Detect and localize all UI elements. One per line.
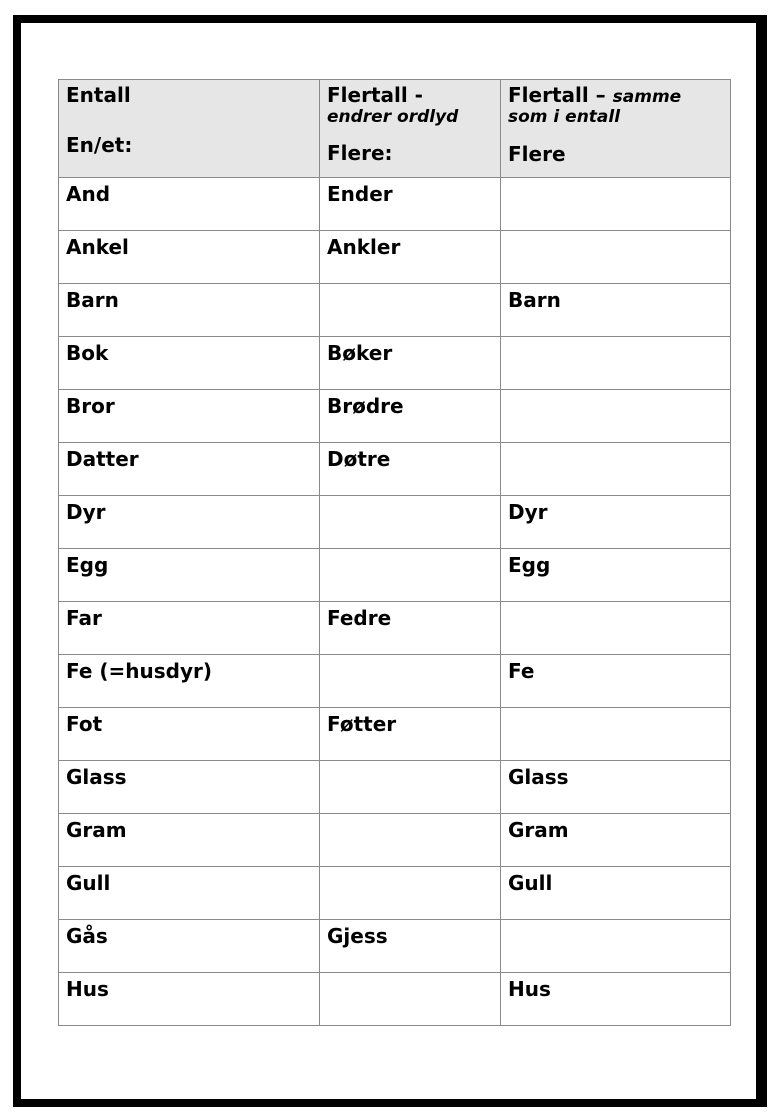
cell-plural-changed [320, 655, 501, 708]
header-changed-sub: Flere: [327, 141, 393, 166]
plural-table [58, 79, 731, 1026]
header-changed-note: endrer ordlyd [327, 107, 459, 127]
cell-plural-same [501, 708, 731, 761]
cell-plural-same: Dyr [501, 496, 731, 549]
table-row [59, 655, 731, 708]
cell-plural-changed [320, 761, 501, 814]
cell-singular: Ankel [59, 231, 320, 284]
table-row [59, 443, 731, 496]
cell-plural-changed: Døtre [320, 443, 501, 496]
cell-singular: Egg [59, 549, 320, 602]
cell-plural-changed: Brødre [320, 390, 501, 443]
cell-plural-same [501, 602, 731, 655]
table-row [59, 549, 731, 602]
cell-plural-same: Gull [501, 867, 731, 920]
cell-plural-changed: Ender [320, 178, 501, 231]
table-row [59, 602, 731, 655]
table-row [59, 337, 731, 390]
cell-singular: Dyr [59, 496, 320, 549]
table-row [59, 708, 731, 761]
cell-plural-same [501, 231, 731, 284]
cell-singular: Fot [59, 708, 320, 761]
header-same-dash: – [588, 83, 613, 107]
cell-plural-same [501, 920, 731, 973]
table-row [59, 867, 731, 920]
cell-plural-same: Egg [501, 549, 731, 602]
cell-singular: Glass [59, 761, 320, 814]
table-row [59, 231, 731, 284]
cell-singular: Fe (=husdyr) [59, 655, 320, 708]
cell-plural-changed: Føtter [320, 708, 501, 761]
header-row [59, 80, 731, 178]
cell-plural-same [501, 443, 731, 496]
cell-plural-same: Fe [501, 655, 731, 708]
cell-plural-changed: Bøker [320, 337, 501, 390]
cell-plural-changed: Gjess [320, 920, 501, 973]
table-row [59, 284, 731, 337]
cell-singular: Datter [59, 443, 320, 496]
cell-plural-same [501, 178, 731, 231]
cell-singular: Hus [59, 973, 320, 1026]
cell-plural-same: Hus [501, 973, 731, 1026]
header-same-sub: Flere [508, 141, 566, 166]
cell-plural-same: Glass [501, 761, 731, 814]
table-row [59, 496, 731, 549]
cell-singular: Far [59, 602, 320, 655]
cell-plural-same: Barn [501, 284, 731, 337]
cell-plural-changed [320, 549, 501, 602]
table-row [59, 973, 731, 1026]
cell-singular: Bok [59, 337, 320, 390]
header-plural-changed [320, 80, 501, 178]
table-row [59, 178, 731, 231]
header-singular-sub: En/et: [66, 133, 133, 157]
header-singular-title: Entall [66, 83, 131, 107]
header-same-title: Flertall [508, 83, 589, 107]
cell-plural-same [501, 337, 731, 390]
table-row [59, 761, 731, 814]
cell-plural-changed [320, 973, 501, 1026]
cell-singular: Gram [59, 814, 320, 867]
cell-singular: Barn [59, 284, 320, 337]
cell-plural-same: Gram [501, 814, 731, 867]
cell-plural-changed [320, 814, 501, 867]
cell-plural-changed [320, 284, 501, 337]
cell-singular: Gull [59, 867, 320, 920]
header-changed-title: Flertall - [327, 83, 423, 107]
header-same-note-a: samme [612, 87, 682, 107]
cell-plural-same [501, 390, 731, 443]
cell-plural-changed [320, 496, 501, 549]
header-same-note-b: som i entall [508, 107, 621, 128]
cell-plural-changed: Ankler [320, 231, 501, 284]
table-row [59, 814, 731, 867]
cell-singular: Gås [59, 920, 320, 973]
cell-plural-changed: Fedre [320, 602, 501, 655]
cell-plural-changed [320, 867, 501, 920]
cell-singular: Bror [59, 390, 320, 443]
header-plural-same [501, 80, 731, 178]
header-singular [59, 80, 320, 178]
table-row [59, 920, 731, 973]
table-row [59, 390, 731, 443]
cell-singular: And [59, 178, 320, 231]
